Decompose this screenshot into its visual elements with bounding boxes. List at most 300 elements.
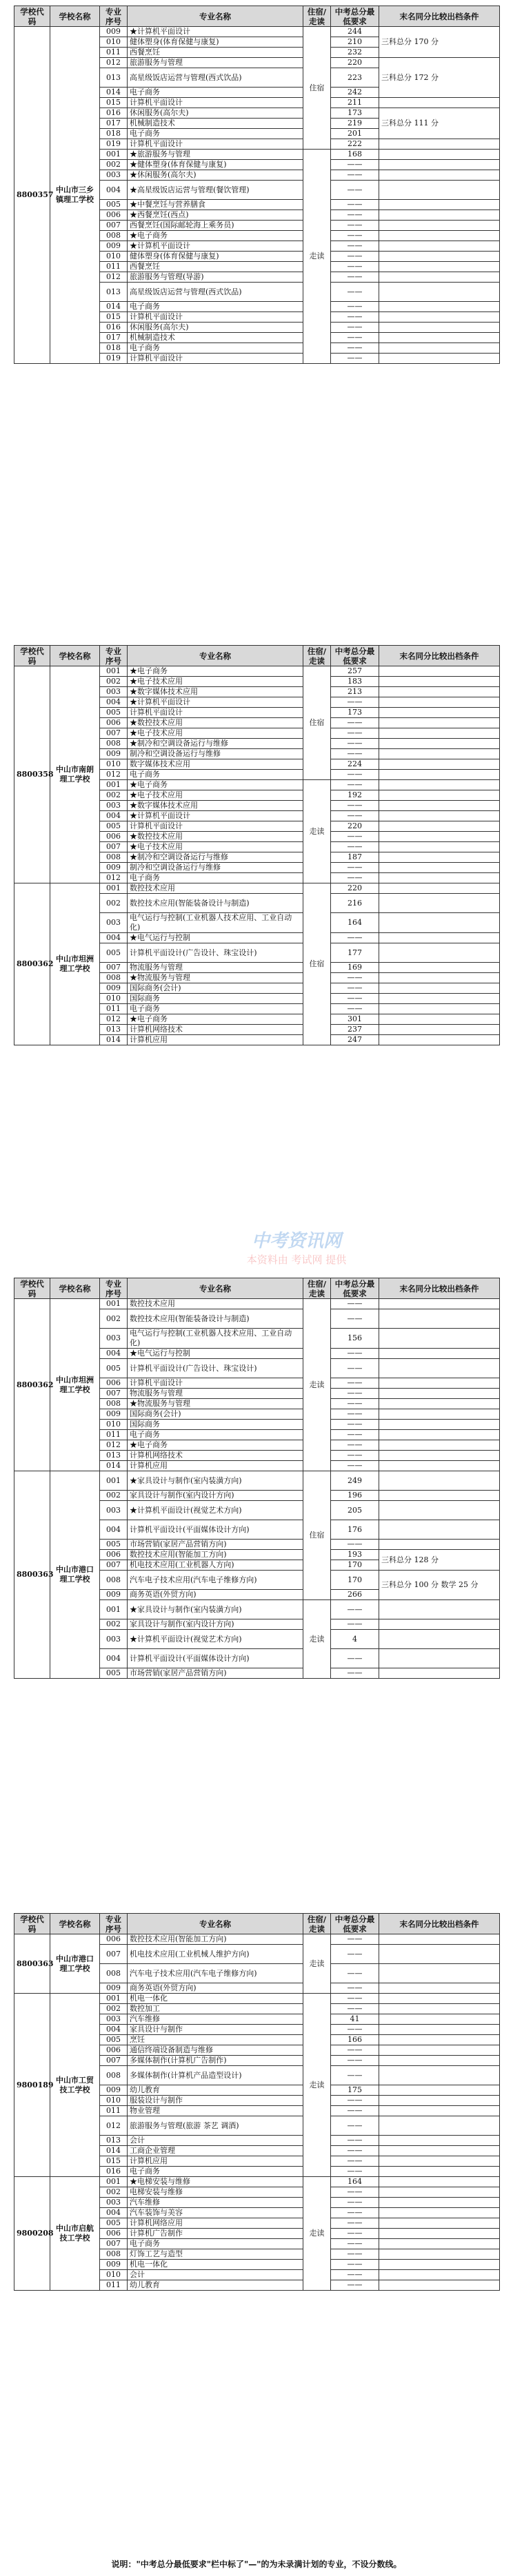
min-score-cell: 166 [331, 2035, 379, 2045]
min-score-cell: 176 [331, 1520, 379, 1540]
major-cell: ★电子技术应用 [128, 790, 303, 801]
min-score-cell: 177 [331, 943, 379, 963]
major-cell: 健体塑身(体育保健与康复) [128, 252, 303, 262]
seq-cell: 004 [100, 181, 128, 200]
major-cell: 休闲服务(高尔夫) [128, 108, 303, 119]
tie-break-cell [379, 1440, 500, 1451]
min-score-cell: —— [331, 811, 379, 821]
major-cell: 机械制造技术 [128, 333, 303, 343]
tie-break-cell [379, 2187, 500, 2198]
tie-break-cell [379, 2218, 500, 2229]
school-code-cell: 8800363 [14, 1934, 50, 1994]
tie-break-cell [379, 801, 500, 811]
seq-cell: 008 [100, 1399, 128, 1409]
watermark [207, 1227, 386, 1267]
min-score-cell: —— [331, 1349, 379, 1359]
seq-cell: 013 [100, 1025, 128, 1035]
seq-cell: 002 [100, 1309, 128, 1329]
major-cell: 数控技术应用 [128, 1299, 303, 1309]
min-score-cell: —— [331, 1378, 379, 1389]
major-cell: 计算机网络技术 [128, 1025, 303, 1035]
tie-break-cell: 三科总分 128 分 [379, 1550, 500, 1571]
major-cell: 国际商务 [128, 1420, 303, 1430]
seq-cell: 006 [100, 210, 128, 221]
major-cell: ★电子技术应用 [128, 728, 303, 739]
boarding-mode-cell: 住宿 [303, 666, 331, 780]
major-cell: 计算机平面设计(广告设计、珠宝设计) [128, 943, 303, 963]
column-header-tie-break: 末名同分比较出档条件 [379, 1914, 500, 1934]
major-cell: 数控加工 [128, 2004, 303, 2014]
table-block [14, 1913, 499, 2291]
seq-cell: 006 [100, 1934, 128, 1945]
tie-break-cell [379, 2014, 500, 2025]
seq-cell: 006 [100, 832, 128, 842]
tie-break-cell [379, 1501, 500, 1520]
tie-break-cell [379, 1668, 500, 1679]
watermark-main-text: 中考资讯网 [251, 1231, 341, 1251]
min-score-cell: —— [331, 1994, 379, 2004]
min-score-cell: —— [331, 302, 379, 312]
seq-cell: 016 [100, 323, 128, 333]
seq-cell: 012 [100, 58, 128, 68]
tie-break-cell [379, 770, 500, 780]
min-score-cell: 220 [331, 58, 379, 68]
seq-cell: 005 [100, 1540, 128, 1550]
seq-cell: 006 [100, 1378, 128, 1389]
major-cell: ★中餐烹饪与营养膳食 [128, 200, 303, 210]
tie-break-cell: 三科总分 100 分 数学 25 分 [379, 1571, 500, 1600]
major-cell: 汽车维修 [128, 2198, 303, 2208]
tie-break-cell [379, 1025, 500, 1035]
table-block [14, 645, 499, 1045]
min-score-cell: 216 [331, 894, 379, 913]
tie-break-cell [379, 2208, 500, 2218]
tie-break-cell [379, 2096, 500, 2106]
tie-break-cell [379, 1461, 500, 1471]
major-cell: 计算机平面设计 [128, 312, 303, 323]
seq-cell: 001 [100, 1299, 128, 1309]
min-score-cell: —— [331, 170, 379, 181]
seq-cell: 012 [100, 272, 128, 283]
min-score-cell: —— [331, 1399, 379, 1409]
min-score-cell: —— [331, 354, 379, 364]
major-cell: 家具设计与制作(室内设计方向) [128, 1491, 303, 1501]
major-cell: 电子商务 [128, 1004, 303, 1014]
min-score-cell: —— [331, 231, 379, 241]
major-cell: 国际商务(会计) [128, 1409, 303, 1420]
major-cell: 西餐烹饪 [128, 262, 303, 272]
major-cell: 旅游服务与管理(导游) [128, 272, 303, 283]
major-cell: ★计算机平面设计(视觉艺术方向) [128, 1501, 303, 1520]
tie-break-cell [379, 302, 500, 312]
column-header-min-score: 中考总分最低要求 [331, 1914, 379, 1934]
major-cell: 多媒体制作(计算机产品造型设计) [128, 2066, 303, 2085]
major-cell: 汽车装饰与美容 [128, 2208, 303, 2218]
min-score-cell: —— [331, 1964, 379, 1983]
seq-cell: 008 [100, 231, 128, 241]
seq-cell: 002 [100, 1619, 128, 1630]
tie-break-cell [379, 1430, 500, 1440]
min-score-cell: —— [331, 2187, 379, 2198]
major-cell: 计算机平面设计(广告设计、珠宝设计) [128, 1359, 303, 1378]
major-cell: 市场营销(家居产品营销方向) [128, 1540, 303, 1550]
seq-cell: 005 [100, 943, 128, 963]
seq-cell: 003 [100, 2014, 128, 2025]
seq-cell: 003 [100, 687, 128, 697]
major-cell: 幼儿教育 [128, 2280, 303, 2291]
major-cell: 机电一体化 [128, 1994, 303, 2004]
tie-break-cell [379, 2198, 500, 2208]
column-header-school-name: 学校名称 [50, 1914, 100, 1934]
tie-break-cell [379, 2116, 500, 2136]
min-score-cell: 301 [331, 1014, 379, 1025]
major-cell: 计算机网络技术 [128, 1451, 303, 1461]
seq-cell: 003 [100, 2198, 128, 2208]
min-score-cell: 247 [331, 1035, 379, 1045]
seq-cell: 012 [100, 873, 128, 883]
tie-break-cell [379, 739, 500, 749]
seq-cell: 006 [100, 2045, 128, 2056]
column-header-min-score: 中考总分最低要求 [331, 1278, 379, 1299]
seq-cell: 005 [100, 1668, 128, 1679]
min-score-cell: 220 [331, 821, 379, 832]
column-header-school-name: 学校名称 [50, 646, 100, 666]
major-cell: ★旅游服务与管理 [128, 150, 303, 160]
major-cell: 计算机平面设计 [128, 98, 303, 108]
seq-cell: 007 [100, 1945, 128, 1964]
tie-break-cell [379, 718, 500, 728]
seq-cell: 013 [100, 68, 128, 88]
major-cell: 电子商务 [128, 343, 303, 354]
seq-cell: 011 [100, 1430, 128, 1440]
seq-cell: 003 [100, 1501, 128, 1520]
major-cell: 计算机平面设计 [128, 1378, 303, 1389]
major-cell: ★计算机平面设计 [128, 697, 303, 708]
min-score-cell: —— [331, 1600, 379, 1619]
min-score-cell: —— [331, 262, 379, 272]
tie-break-cell [379, 863, 500, 873]
min-score-cell: 232 [331, 48, 379, 58]
tie-break-cell [379, 1399, 500, 1409]
major-cell: ★电子技术应用 [128, 677, 303, 687]
major-cell: 电子商务 [128, 129, 303, 139]
seq-cell: 008 [100, 739, 128, 749]
min-score-cell: 170 [331, 1560, 379, 1571]
major-cell: 市场营销(家居产品营销方向) [128, 1668, 303, 1679]
major-cell: 家具设计与制作 [128, 2025, 303, 2035]
school-name-cell: 中山市工贸技工学校 [50, 1994, 100, 2177]
column-header-min-score: 中考总分最低要求 [331, 6, 379, 27]
tie-break-cell [379, 2260, 500, 2270]
min-score-cell: 187 [331, 852, 379, 863]
seq-cell: 002 [100, 2187, 128, 2198]
min-score-cell: 193 [331, 1550, 379, 1560]
min-score-cell: —— [331, 863, 379, 873]
seq-cell: 003 [100, 1329, 128, 1349]
boarding-mode-cell: 走读 [303, 1600, 331, 1679]
min-score-cell: 210 [331, 37, 379, 48]
tie-break-cell [379, 697, 500, 708]
column-header-school-code: 学校代码 [14, 1914, 50, 1934]
seq-cell: 003 [100, 170, 128, 181]
seq-cell: 005 [100, 2035, 128, 2045]
major-cell: 多媒体制作(计算机广告制作) [128, 2056, 303, 2066]
min-score-cell: —— [331, 697, 379, 708]
seq-cell: 007 [100, 1560, 128, 1571]
seq-cell: 009 [100, 863, 128, 873]
min-score-cell: 213 [331, 687, 379, 697]
seq-cell: 010 [100, 252, 128, 262]
major-cell: ★电子商务 [128, 666, 303, 677]
seq-cell: 009 [100, 1983, 128, 1994]
tie-break-cell [379, 2167, 500, 2177]
seq-cell: 007 [100, 842, 128, 852]
min-score-cell: —— [331, 2167, 379, 2177]
min-score-cell: —— [331, 994, 379, 1004]
tie-break-cell [379, 873, 500, 883]
tie-break-cell [379, 2146, 500, 2156]
tie-break-cell [379, 780, 500, 790]
seq-cell: 014 [100, 1035, 128, 1045]
min-score-cell: —— [331, 770, 379, 780]
tie-break-cell: 三科总分 172 分 [379, 58, 500, 98]
tie-break-cell [379, 1349, 500, 1359]
major-cell: ★电子商务 [128, 1440, 303, 1451]
tie-break-cell [379, 2156, 500, 2167]
seq-cell: 002 [100, 160, 128, 170]
seq-cell: 011 [100, 48, 128, 58]
seq-cell: 003 [100, 1630, 128, 1649]
major-cell: 计算机平面设计 [128, 139, 303, 150]
min-score-cell: —— [331, 2096, 379, 2106]
seq-cell: 007 [100, 963, 128, 973]
min-score-cell: —— [331, 2116, 379, 2136]
table-row [14, 27, 500, 37]
major-cell: ★制冷和空调设备运行与维修 [128, 739, 303, 749]
tie-break-cell [379, 2035, 500, 2045]
major-cell: 数控技术应用 [128, 883, 303, 894]
major-cell: 会计 [128, 2270, 303, 2280]
seq-cell: 009 [100, 2260, 128, 2270]
boarding-mode-cell: 走读 [303, 150, 331, 364]
seq-cell: 001 [100, 2177, 128, 2187]
seq-cell: 018 [100, 343, 128, 354]
min-score-cell: —— [331, 2280, 379, 2291]
seq-cell: 013 [100, 2136, 128, 2146]
tie-break-cell [379, 883, 500, 894]
min-score-cell: —— [331, 2260, 379, 2270]
seq-cell: 010 [100, 2270, 128, 2280]
column-header-seq: 专业序号 [100, 646, 128, 666]
seq-cell: 004 [100, 2025, 128, 2035]
min-score-cell: —— [331, 1309, 379, 1329]
tie-break-cell [379, 2056, 500, 2066]
column-header-seq: 专业序号 [100, 6, 128, 27]
header-row [14, 646, 500, 666]
tie-break-cell [379, 231, 500, 241]
column-header-school-name: 学校名称 [50, 6, 100, 27]
seq-cell: 004 [100, 2208, 128, 2218]
column-header-school-code: 学校代码 [14, 1278, 50, 1299]
boarding-mode-cell: 走读 [303, 2177, 331, 2291]
min-score-cell: —— [331, 1540, 379, 1550]
boarding-mode-cell: 住宿 [303, 883, 331, 1045]
major-cell: ★电子商务 [128, 231, 303, 241]
min-score-cell: 183 [331, 677, 379, 687]
min-score-cell: 4 [331, 1630, 379, 1649]
school-name-cell: 中山市港口理工学校 [50, 1934, 100, 1994]
seq-cell: 004 [100, 1649, 128, 1668]
major-cell: 汽车电子技术应用(汽车电子维修方向) [128, 1964, 303, 1983]
major-cell: ★数字媒体技术应用 [128, 687, 303, 697]
school-name-cell: 中山市启航技工学校 [50, 2177, 100, 2291]
header-row [14, 1914, 500, 1934]
major-cell: 高星级饭店运营与管理(西式饮品) [128, 283, 303, 302]
seq-cell: 004 [100, 1349, 128, 1359]
major-cell: 旅游服务与管理(旅游 茶艺 调酒) [128, 2116, 303, 2136]
min-score-cell: 223 [331, 68, 379, 88]
seq-cell: 005 [100, 821, 128, 832]
seq-cell: 007 [100, 221, 128, 231]
major-cell: 机电一体化 [128, 2260, 303, 2270]
min-score-cell: —— [331, 1359, 379, 1378]
tie-break-cell [379, 1945, 500, 1964]
min-score-cell: 249 [331, 1471, 379, 1491]
column-header-school-code: 学校代码 [14, 646, 50, 666]
min-score-cell: —— [331, 983, 379, 994]
min-score-cell: —— [331, 832, 379, 842]
school-code-cell: 9800189 [14, 1994, 50, 2177]
seq-cell: 014 [100, 88, 128, 98]
min-score-cell: —— [331, 2198, 379, 2208]
seq-cell: 009 [100, 983, 128, 994]
tie-break-cell [379, 181, 500, 200]
column-header-mode: 住宿/走读 [303, 1914, 331, 1934]
seq-cell: 015 [100, 312, 128, 323]
seq-cell: 012 [100, 2116, 128, 2136]
min-score-cell: 173 [331, 708, 379, 718]
table-block [14, 1278, 499, 1679]
min-score-cell: —— [331, 200, 379, 210]
tie-break-cell [379, 1491, 500, 1501]
column-header-seq: 专业序号 [100, 1914, 128, 1934]
tie-break-cell [379, 1004, 500, 1014]
seq-cell: 001 [100, 150, 128, 160]
seq-cell: 014 [100, 302, 128, 312]
major-cell: 国际商务(会计) [128, 983, 303, 994]
tie-break-cell [379, 894, 500, 913]
header-row [14, 6, 500, 27]
min-score-cell: —— [331, 2156, 379, 2167]
min-score-cell: —— [331, 1409, 379, 1420]
seq-cell: 008 [100, 2249, 128, 2260]
seq-cell: 006 [100, 1550, 128, 1560]
major-cell: 电子商务 [128, 302, 303, 312]
table-row [14, 2177, 500, 2187]
tie-break-cell [379, 933, 500, 943]
tie-break-cell [379, 687, 500, 697]
major-cell: ★电梯安装与维修 [128, 2177, 303, 2187]
major-cell: 工商企业管理 [128, 2146, 303, 2156]
major-cell: 物业管理 [128, 2106, 303, 2116]
seq-cell: 009 [100, 27, 128, 37]
column-header-tie-break: 末名同分比较出档条件 [379, 1278, 500, 1299]
tie-break-cell [379, 200, 500, 210]
major-cell: ★健体塑身(体育保健与康复) [128, 160, 303, 170]
major-cell: 休闲服务(高尔夫) [128, 323, 303, 333]
seq-cell: 004 [100, 1520, 128, 1540]
min-score-cell: —— [331, 333, 379, 343]
table-row [14, 666, 500, 677]
column-header-min-score: 中考总分最低要求 [331, 646, 379, 666]
tie-break-cell [379, 283, 500, 302]
tie-break-cell [379, 983, 500, 994]
admissions-table [14, 6, 500, 364]
min-score-cell: 257 [331, 666, 379, 677]
min-score-cell: —— [331, 2045, 379, 2056]
tie-break-cell [379, 210, 500, 221]
major-cell: 电气运行与控制(工业机器人技术应用、工业自动化) [128, 1329, 303, 1349]
seq-cell: 010 [100, 1420, 128, 1430]
school-code-cell: 8800358 [14, 666, 50, 883]
min-score-cell: —— [331, 221, 379, 231]
seq-cell: 008 [100, 2066, 128, 2085]
seq-cell: 004 [100, 933, 128, 943]
seq-cell: 005 [100, 2218, 128, 2229]
seq-cell: 005 [100, 708, 128, 718]
boarding-mode-cell: 走读 [303, 1934, 331, 1994]
tie-break-cell [379, 811, 500, 821]
school-name-cell: 中山市坦洲理工学校 [50, 883, 100, 1045]
tie-break-cell [379, 963, 500, 973]
major-cell: ★电子技术应用 [128, 842, 303, 852]
major-cell: ★西餐烹饪(西点) [128, 210, 303, 221]
seq-cell: 007 [100, 728, 128, 739]
seq-cell: 011 [100, 2106, 128, 2116]
min-score-cell: —— [331, 2229, 379, 2239]
major-cell: ★电气运行与控制 [128, 1349, 303, 1359]
major-cell: 计算机网络应用 [128, 2218, 303, 2229]
min-score-cell: —— [331, 241, 379, 252]
major-cell: ★电子商务 [128, 780, 303, 790]
major-cell: 数控技术应用(智能加工方向) [128, 1550, 303, 1560]
seq-cell: 009 [100, 241, 128, 252]
seq-cell: 001 [100, 1994, 128, 2004]
tie-break-cell [379, 323, 500, 333]
tie-break-cell [379, 1619, 500, 1630]
min-score-cell: 224 [331, 759, 379, 770]
tie-break-cell [379, 1471, 500, 1491]
major-cell: 电气运行与控制(工业机器人技术应用、工业自动化) [128, 913, 303, 933]
seq-cell: 016 [100, 108, 128, 119]
min-score-cell: 169 [331, 963, 379, 973]
seq-cell: 014 [100, 1461, 128, 1471]
major-cell: 计算机平面设计(平面媒体设计方向) [128, 1520, 303, 1540]
min-score-cell: 164 [331, 2177, 379, 2187]
tie-break-cell [379, 1451, 500, 1461]
seq-cell: 007 [100, 2239, 128, 2249]
major-cell: 商务英语(外贸方向) [128, 1590, 303, 1600]
seq-cell: 009 [100, 1409, 128, 1420]
seq-cell: 005 [100, 1359, 128, 1378]
tie-break-cell [379, 1409, 500, 1420]
seq-cell: 011 [100, 1004, 128, 1014]
tie-break-cell [379, 1934, 500, 1945]
min-score-cell: —— [331, 2239, 379, 2249]
boarding-mode-cell: 住宿 [303, 1471, 331, 1600]
table-row [14, 1934, 500, 1945]
seq-cell: 015 [100, 98, 128, 108]
